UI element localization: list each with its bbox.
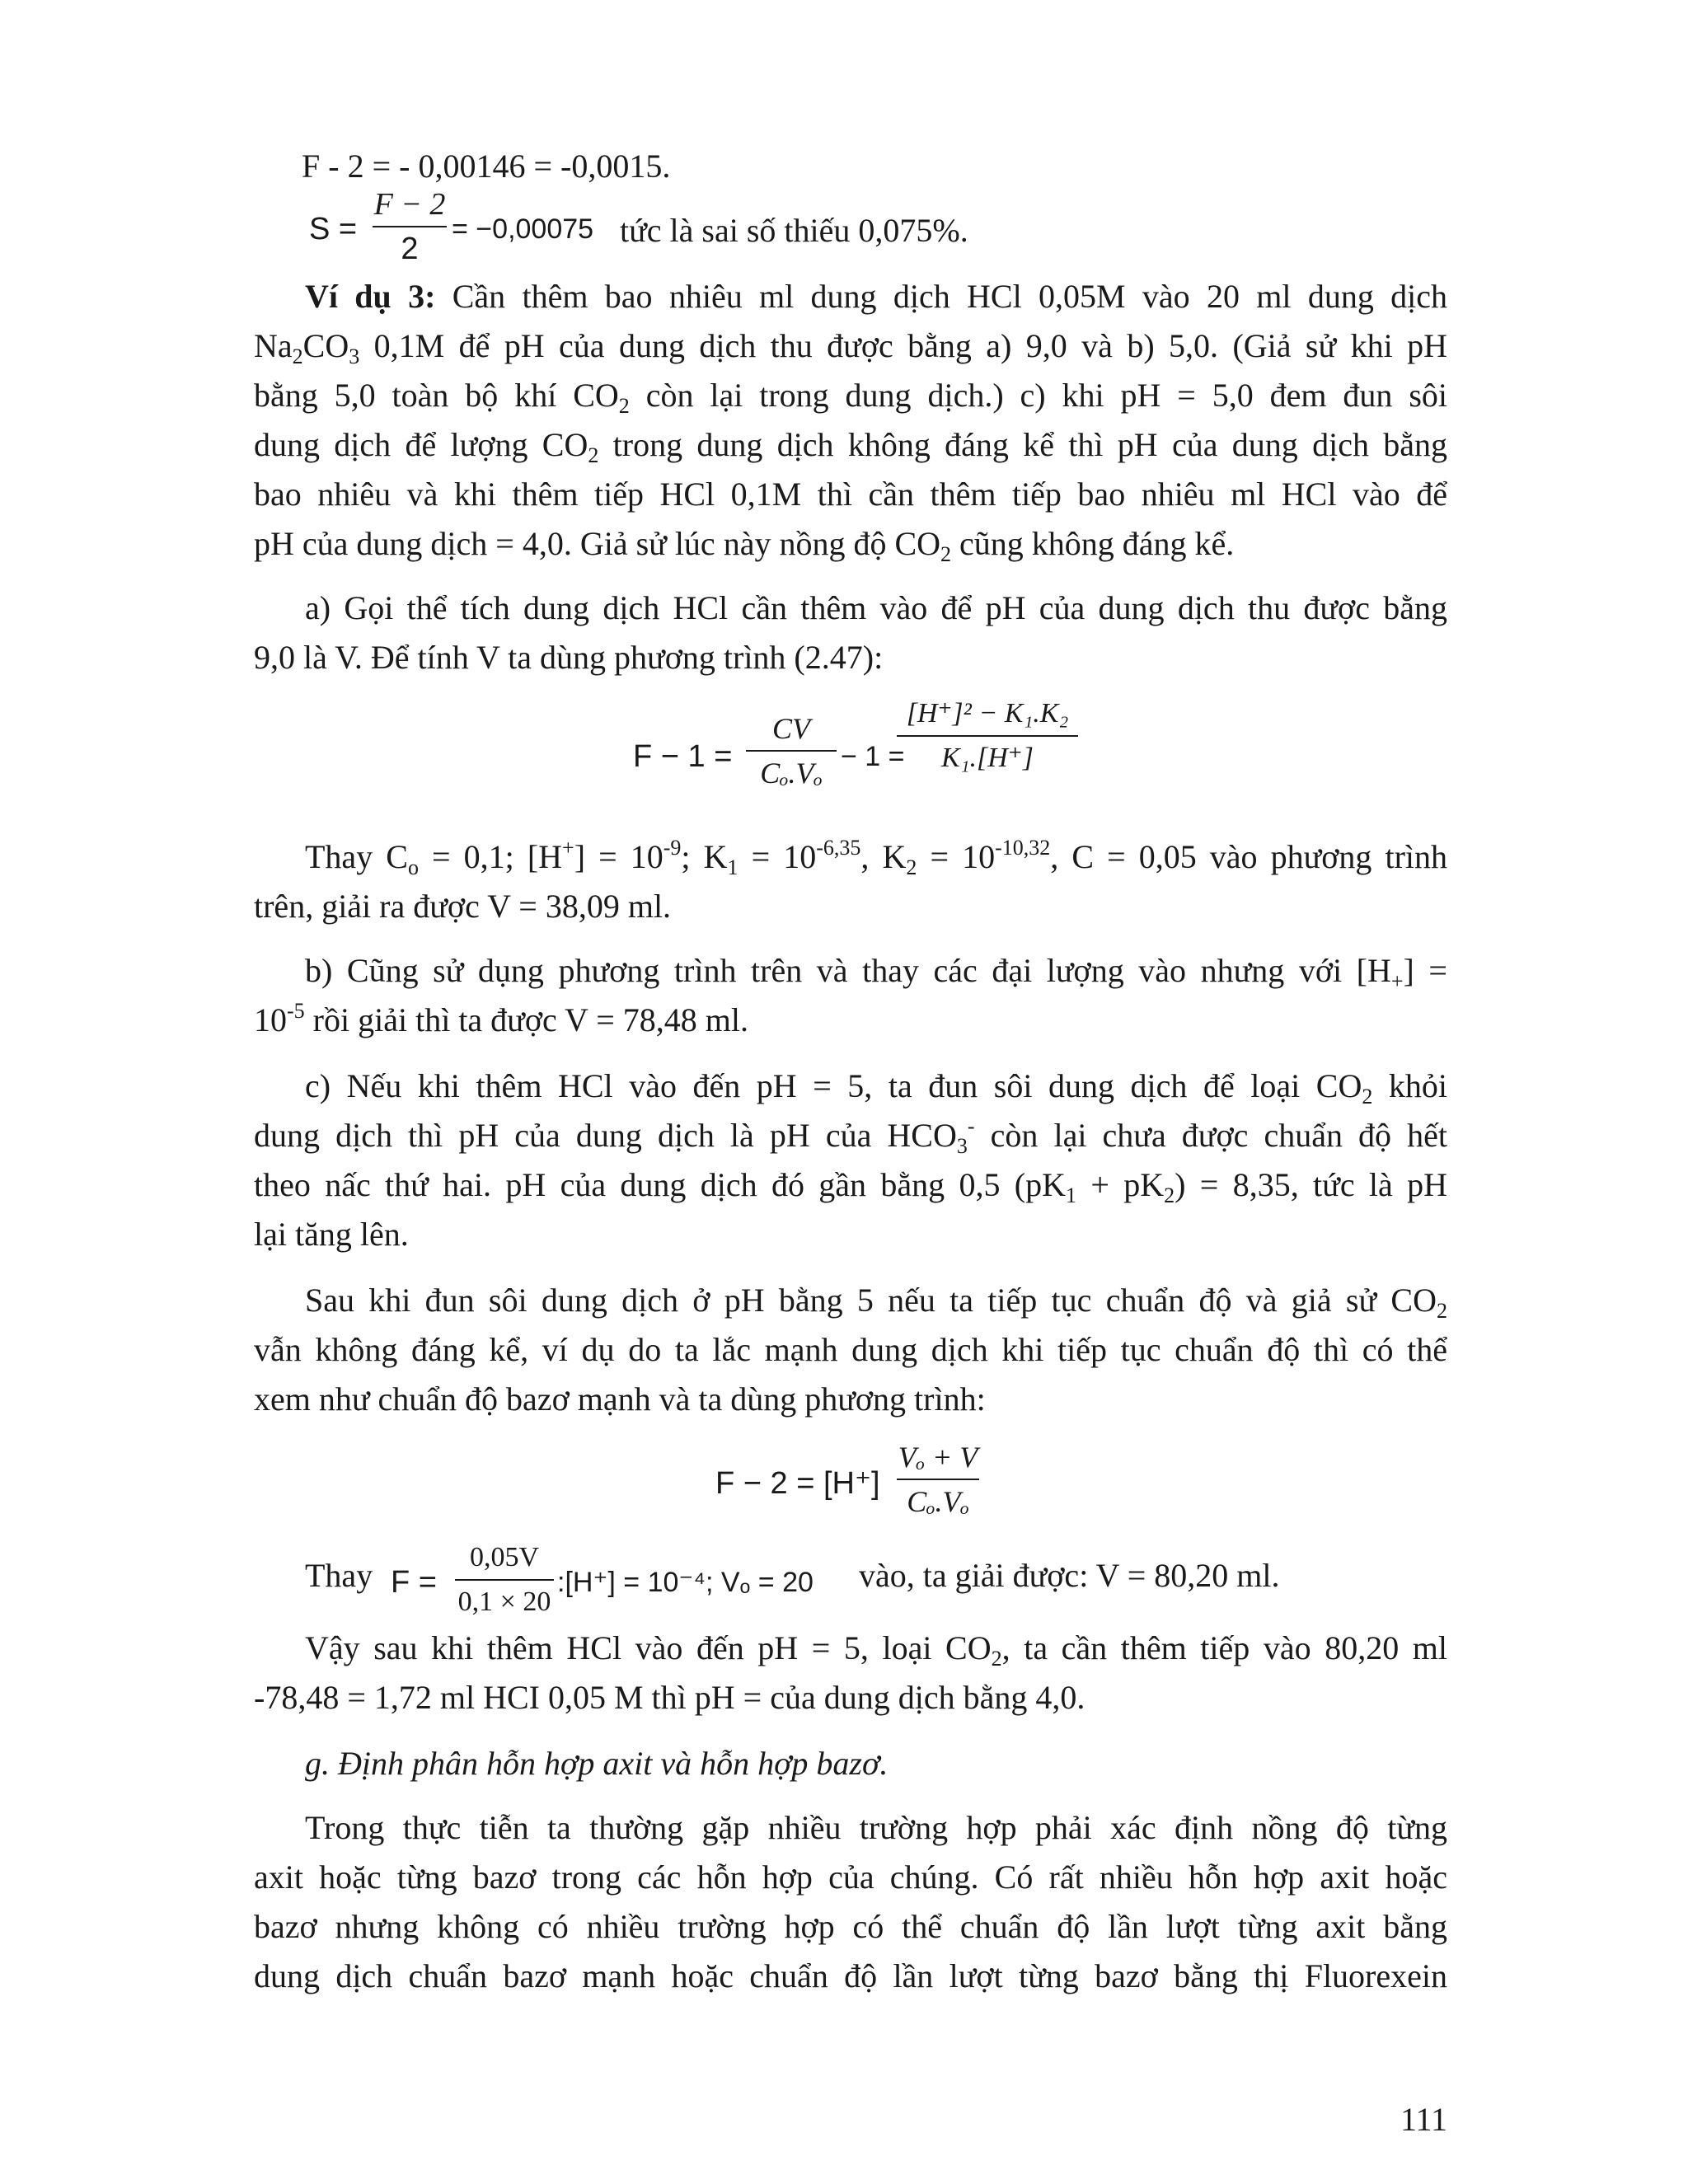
subscript: 2 bbox=[1437, 1299, 1447, 1323]
example-text: 0,1M để pH của dung dịch thu được bằng a) 9,0 và b) 5,0. (Giả sử khi pH bbox=[373, 327, 1447, 364]
part-c-text: ) = 8,35, tức là pH bbox=[1175, 1166, 1448, 1203]
s-result bbox=[452, 204, 593, 254]
text-line bbox=[254, 996, 748, 1045]
text: , ta cần thêm tiếp vào 80,20 ml bbox=[1001, 1629, 1448, 1666]
text-line bbox=[305, 1803, 1447, 1853]
part-c-text: theo nấc thứ hai. pH của dung dịch đó gần bằng 0,5 (pK bbox=[254, 1166, 1067, 1203]
fraction-bar bbox=[373, 226, 447, 227]
text: , K bbox=[860, 838, 907, 875]
text-line bbox=[859, 1551, 1280, 1601]
equation-1-fraction-1 bbox=[746, 710, 837, 791]
example-text: trong dung dịch không đáng kể thì pH của dung dịch bằng bbox=[612, 426, 1448, 463]
eq-numerator: Vₒ + V bbox=[898, 1441, 978, 1474]
equation-1-left bbox=[633, 732, 732, 781]
part-c-text: còn lại chưa được chuẩn độ hết bbox=[990, 1117, 1448, 1154]
paragraph-text: vẫn không đáng kể, ví dụ do ta lắc mạnh dung dịch khi tiếp tục chuẩn độ thì có thể bbox=[254, 1331, 1447, 1368]
text-line bbox=[305, 1551, 373, 1601]
eq-left: F − 1 = bbox=[633, 739, 733, 774]
part-a-text: a) Gọi thể tích dung dịch HCl cần thêm vào để pH của dung dịch thu được bằng bbox=[305, 589, 1447, 626]
text: = 10 bbox=[751, 838, 817, 875]
text-line bbox=[254, 882, 671, 931]
subscript: 2 bbox=[618, 394, 630, 418]
eq-denominator: K₁.[H⁺] bbox=[941, 743, 1034, 773]
example-text: cũng không đáng kể. bbox=[959, 525, 1235, 562]
text-line bbox=[254, 371, 1447, 420]
text-line bbox=[305, 1276, 1447, 1325]
subscript: 2 bbox=[1362, 1085, 1373, 1108]
formula-co: CO bbox=[302, 327, 349, 364]
text-line bbox=[254, 519, 1234, 569]
eq-numerator: [H⁺]² − K₁.K₂ bbox=[906, 698, 1069, 729]
thay2-rest bbox=[557, 1558, 814, 1607]
text-line bbox=[254, 1111, 1447, 1160]
equation-1-fraction-2 bbox=[897, 696, 1078, 776]
example-text: pH của dung dịch = 4,0. Giả sử lúc này nồng độ CO bbox=[254, 525, 941, 562]
superscript: -10,32 bbox=[995, 836, 1051, 860]
thay2-f bbox=[391, 1558, 437, 1607]
page-number: 111 bbox=[1400, 2101, 1447, 2138]
paragraph-text: bazơ nhưng không có nhiều trường hợp có thể chuẩn độ lần lượt từng axit bằng bbox=[254, 1908, 1447, 1945]
text-line bbox=[305, 272, 1447, 321]
fraction-bar bbox=[897, 1479, 979, 1480]
equation-2-left bbox=[715, 1459, 880, 1508]
fraction-bar bbox=[455, 1579, 554, 1581]
thay2-fraction bbox=[455, 1540, 554, 1620]
superscript: -9 bbox=[663, 836, 682, 860]
part-c-text: khỏi bbox=[1388, 1067, 1448, 1104]
text-line bbox=[305, 946, 1447, 996]
text-line bbox=[254, 1375, 986, 1424]
text: -78,48 = 1,72 ml HCI 0,05 M thì pH = của dung dịch bằng 4,0. bbox=[254, 1679, 1085, 1716]
text-line bbox=[305, 1624, 1447, 1673]
subscript: 1 bbox=[727, 855, 738, 879]
text-line bbox=[305, 583, 1447, 633]
subscript: 2 bbox=[991, 1647, 1002, 1671]
text: Thay bbox=[305, 1557, 373, 1594]
equation-line: F - 2 = - 0,00146 = -0,0015. bbox=[302, 148, 671, 185]
paragraph-text: dung dịch chuẩn bazơ mạnh hoặc chuẩn độ lần lượt từng bazơ bằng thị Fluorexein bbox=[254, 1957, 1447, 1994]
text-line bbox=[254, 1952, 1447, 2001]
example-text: bao nhiêu và khi thêm tiếp HCl 0,1M thì cần thêm tiếp bao nhiêu ml HCl vào để bbox=[254, 476, 1447, 513]
text-line bbox=[305, 1062, 1447, 1111]
text: , C = 0,05 vào phương trình bbox=[1050, 838, 1448, 875]
formula-na: Na bbox=[254, 327, 293, 364]
text: ] = 10 bbox=[574, 838, 663, 875]
s-note: tức là sai số thiếu 0,075%. bbox=[620, 212, 968, 249]
subscript: 3 bbox=[349, 344, 360, 368]
equation-2-fraction bbox=[897, 1439, 979, 1520]
s-denominator: 2 bbox=[401, 232, 419, 266]
eq-minus-one: − 1 = bbox=[841, 741, 905, 772]
text: vào, ta giải được: V = 80,20 ml. bbox=[859, 1557, 1280, 1594]
eq-rest: :[H⁺] = 10⁻⁴; Vₒ = 20 bbox=[557, 1567, 814, 1598]
text-line bbox=[254, 321, 1447, 371]
text-line bbox=[254, 420, 1447, 470]
subscript: 2 bbox=[292, 344, 303, 368]
eq-denominator: 0,1 × 20 bbox=[457, 1586, 551, 1617]
subscript: o bbox=[407, 855, 419, 879]
subscript: 2 bbox=[940, 542, 952, 566]
subscript: 1 bbox=[1066, 1183, 1077, 1207]
example-text: còn lại trong dung dịch.) c) khi pH = 5,0 đem đun sôi bbox=[645, 377, 1447, 414]
part-b-text: b) Cũng sử dụng phương trình trên và thay các đại lượng vào nhưng với [H bbox=[305, 952, 1391, 989]
subscript: 3 bbox=[956, 1134, 968, 1158]
superscript: -5 bbox=[287, 999, 305, 1023]
paragraph-text: Trong thực tiễn ta thường gặp nhiều trường hợp phải xác định nồng độ từng bbox=[305, 1809, 1447, 1846]
text: Vậy sau khi thêm HCl vào đến pH = 5, loại CO bbox=[305, 1629, 992, 1666]
subscript: 2 bbox=[588, 443, 599, 467]
part-b-text: ] = bbox=[1403, 952, 1447, 989]
example-label: Ví dụ 3: bbox=[305, 278, 436, 315]
part-c-text: + pK bbox=[1090, 1166, 1165, 1203]
text: = 10 bbox=[930, 838, 996, 875]
paragraph-text: axit hoặc từng bazơ trong các hỗn hợp của chúng. Có rất nhiều hỗn hợp axit hoặc bbox=[254, 1858, 1447, 1896]
part-c-text: c) Nếu khi thêm HCl vào đến pH = 5, ta đun sôi dung dịch để loại CO bbox=[305, 1067, 1362, 1104]
text-line bbox=[254, 1210, 409, 1259]
superscript: -6,35 bbox=[816, 836, 861, 860]
part-b-text: 10 bbox=[254, 1001, 287, 1038]
s-result-value: = −0,00075 bbox=[452, 213, 594, 245]
fraction-bar bbox=[746, 750, 837, 752]
example-text: Cần thêm bao nhiêu ml dung dịch HCl 0,05M vào 20 ml dung dịch bbox=[452, 278, 1447, 315]
text-line bbox=[302, 142, 670, 191]
eq-numerator: CV bbox=[771, 712, 810, 745]
eq-left: F = bbox=[391, 1565, 437, 1600]
subscript: 2 bbox=[1164, 1183, 1175, 1207]
s-fraction bbox=[373, 186, 447, 267]
equation-1-minus bbox=[841, 732, 905, 781]
s-prefix: S = bbox=[309, 212, 358, 246]
text-line bbox=[305, 832, 1447, 882]
text-line bbox=[254, 470, 1447, 519]
text-line bbox=[620, 206, 968, 255]
paragraph-text: Sau khi đun sôi dung dịch ở pH bằng 5 nếu ta tiếp tục chuẩn độ và giả sử CO bbox=[305, 1282, 1437, 1319]
eq-numerator: 0,05V bbox=[469, 1542, 540, 1572]
s-equation bbox=[309, 204, 357, 254]
part-c-text: dung dịch thì pH của dung dịch là pH của HCO bbox=[254, 1117, 957, 1154]
part-b-text: rồi giải thì ta được V = 78,48 ml. bbox=[312, 1001, 748, 1038]
text-line bbox=[254, 1673, 1085, 1722]
fraction-bar bbox=[897, 735, 1078, 737]
text: trên, giải ra được V = 38,09 ml. bbox=[254, 888, 672, 925]
subscript: 2 bbox=[906, 855, 917, 879]
text: = 0,1; [H bbox=[432, 838, 563, 875]
text-line bbox=[254, 1853, 1447, 1902]
example-text: bằng 5,0 toàn bộ khí CO bbox=[254, 377, 619, 414]
paragraph-text: xem như chuẩn độ bazơ mạnh và ta dùng phương trình: bbox=[254, 1380, 986, 1418]
text: Thay C bbox=[305, 838, 408, 875]
text-line bbox=[254, 1902, 1447, 1952]
subscript: + bbox=[1390, 969, 1404, 993]
text-line bbox=[254, 633, 883, 682]
superscript: - bbox=[967, 1114, 975, 1138]
text-line bbox=[254, 1160, 1447, 1210]
superscript: + bbox=[562, 836, 574, 860]
eq-denominator: Cₒ.Vₒ bbox=[907, 1485, 969, 1518]
example-text: dung dịch để lượng CO bbox=[254, 426, 588, 463]
eq-left: F − 2 = [H⁺] bbox=[715, 1466, 880, 1501]
heading-text: g. Định phân hỗn hợp axit và hỗn hợp bazơ. bbox=[305, 1745, 889, 1782]
s-numerator: F − 2 bbox=[373, 187, 446, 222]
text: ; K bbox=[681, 838, 728, 875]
eq-denominator: Cₒ.Vₒ bbox=[760, 757, 823, 790]
part-c-text: lại tăng lên. bbox=[254, 1216, 409, 1253]
part-a-text: 9,0 là V. Để tính V ta dùng phương trình (2.47): bbox=[254, 639, 884, 676]
section-heading bbox=[305, 1739, 888, 1788]
text-line bbox=[254, 1325, 1447, 1375]
